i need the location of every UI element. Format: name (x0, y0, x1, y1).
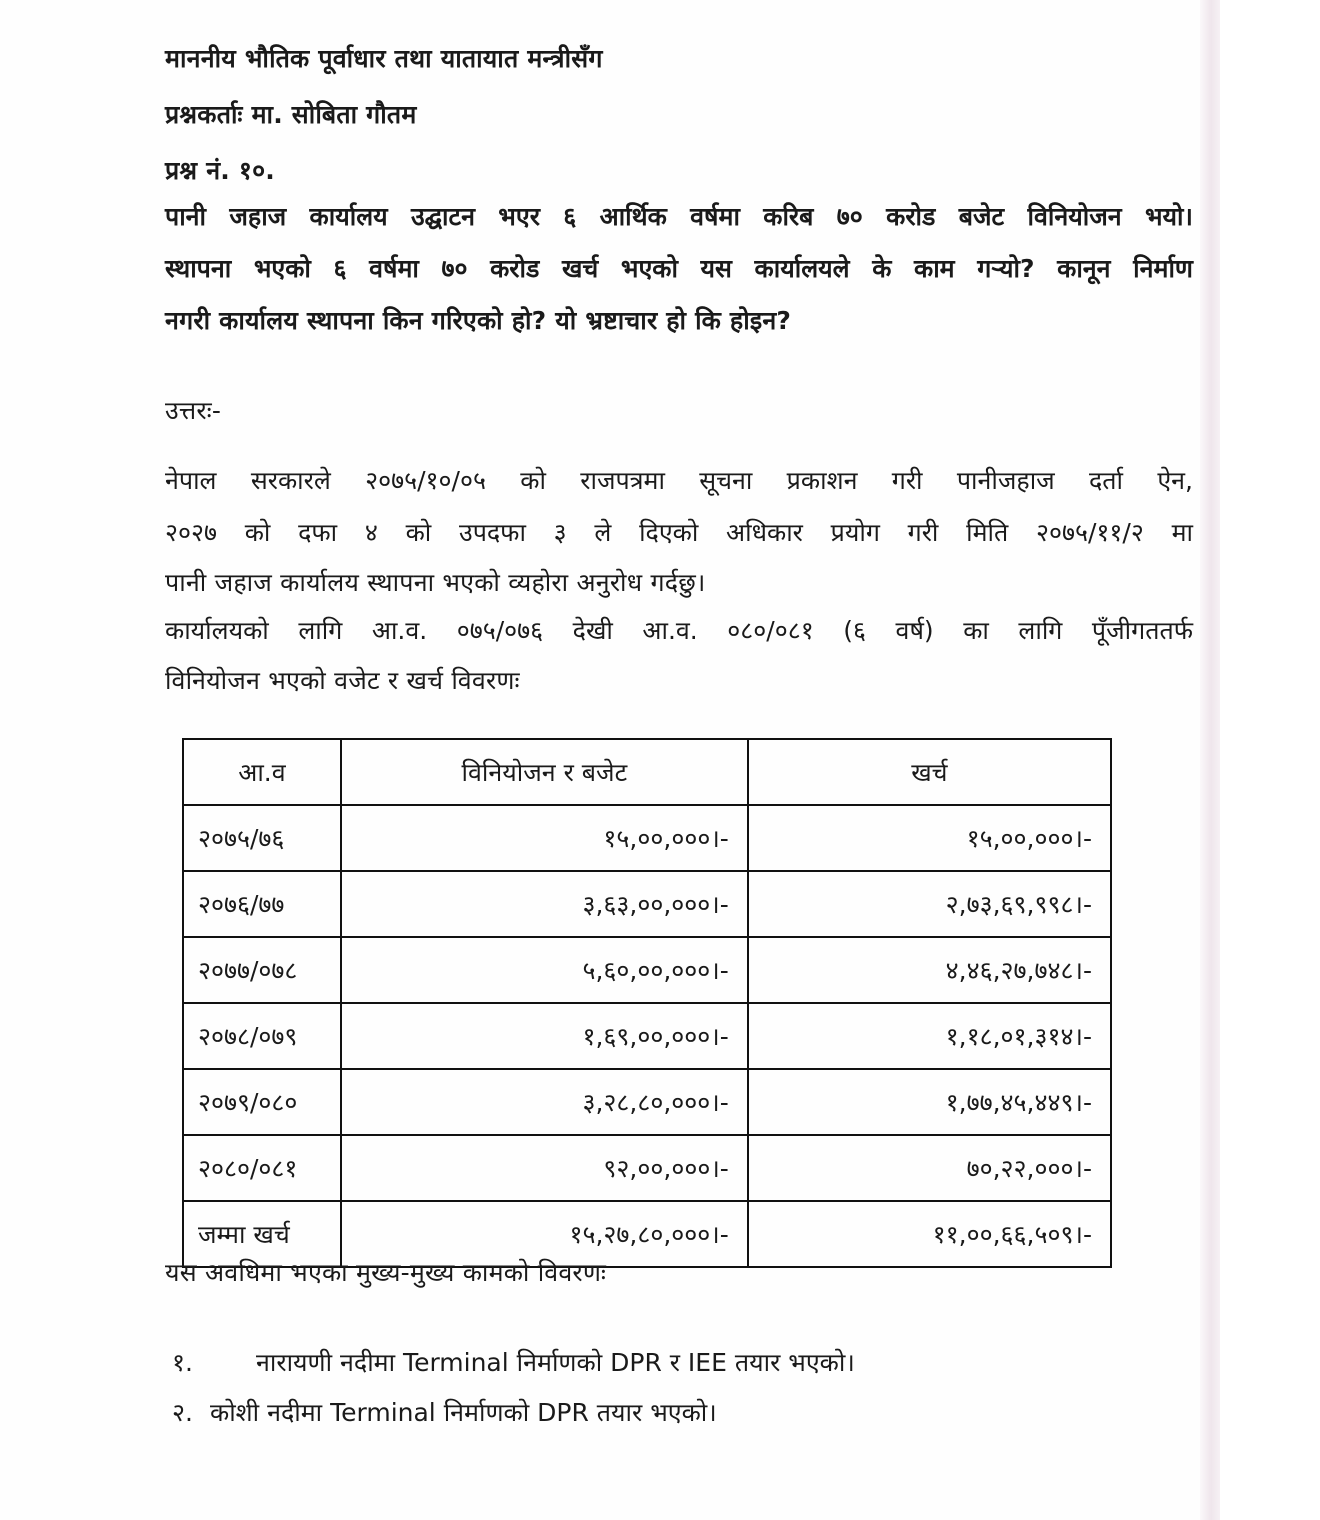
answer-paragraph1-line-1: नेपाल सरकारले २०७५/१०/०५ को राजपत्रमा सूचना प्रकाशन गरी पानीजहाज दर्ता ऐन, (165, 466, 1193, 495)
expense-cell: २,७३,६९,९९८।- (748, 871, 1111, 937)
table-row (183, 1135, 1111, 1201)
budget-cell: १५,००,०००।- (341, 805, 748, 871)
fiscal-year-cell: २०७७/०७८ (183, 937, 341, 1003)
budget-cell: १,६९,००,०००।- (341, 1003, 748, 1069)
table-header-row (183, 739, 1111, 805)
fiscal-year-cell: २०७९/०८० (183, 1069, 341, 1135)
answer-paragraph2-line-1: कार्यालयको लागि आ.व. ०७५/०७६ देखी आ.व. ०८०/०८१ (६ वर्ष) का लागि पूँजीगततर्फ (165, 616, 1193, 645)
work-list-item (172, 1396, 717, 1430)
budget-cell: ३,२८,८०,०००।- (341, 1069, 748, 1135)
questioner-line: प्रश्नकर्ताः मा. सोबिता गौतम (165, 100, 417, 129)
answer-label: उत्तरः- (165, 396, 222, 425)
total-expense-cell: ११,००,६६,५०९।- (748, 1201, 1111, 1267)
expense-cell: १५,००,०००।- (748, 805, 1111, 871)
expense-cell: ४,४६,२७,७४८।- (748, 937, 1111, 1003)
fiscal-year-cell: २०७६/७७ (183, 871, 341, 937)
fiscal-year-cell: २०७८/०७९ (183, 1003, 341, 1069)
work-list-item (172, 1346, 855, 1380)
expense-cell: १,१८,०१,३१४।- (748, 1003, 1111, 1069)
total-label-cell: जम्मा खर्च (183, 1201, 341, 1267)
list-number: २. (172, 1398, 193, 1427)
fiscal-year-cell: २०७५/७६ (183, 805, 341, 871)
expense-cell: १,७७,४५,४४९।- (748, 1069, 1111, 1135)
question-number: प्रश्न नं. १०. (165, 156, 275, 185)
total-budget-cell: १५,२७,८०,०००।- (341, 1201, 748, 1267)
budget-cell: ९२,००,०००।- (341, 1135, 748, 1201)
answer-paragraph2-line-2: विनियोजन भएको वजेट र खर्च विवरणः (165, 666, 520, 695)
answer-paragraph1-line-2: २०२७ को दफा ४ को उपदफा ३ ले दिएको अधिकार प्रयोग गरी मिति २०७५/११/२ मा (165, 518, 1193, 547)
header-expense: खर्च (748, 739, 1111, 805)
header-budget: विनियोजन र बजेट (341, 739, 748, 805)
question-line-2: स्थापना भएको ६ वर्षमा ७० करोड खर्च भएको यस कार्यालयले के काम गऱ्यो? कानून निर्माण (165, 254, 1193, 283)
table-row (183, 937, 1111, 1003)
table-row (183, 1003, 1111, 1069)
question-line-3: नगरी कार्यालय स्थापना किन गरिएको हो? यो भ्रष्टाचार हो कि होइन? (165, 306, 792, 335)
question-line-1: पानी जहाज कार्यालय उद्घाटन भएर ६ आर्थिक वर्षमा करिब ७० करोड बजेट विनियोजन भयो। (165, 202, 1193, 231)
background-margin (1220, 0, 1320, 1520)
list-text: कोशी नदीमा Terminal निर्माणको DPR तयार भएको। (210, 1398, 717, 1427)
list-text: नारायणी नदीमा Terminal निर्माणको DPR र IEE तयार भएको। (256, 1348, 855, 1377)
budget-cell: ३,६३,००,०००।- (341, 871, 748, 937)
addressee-heading: माननीय भौतिक पूर्वाधार तथा यातायात मन्त्रीसँग (165, 44, 603, 73)
table-row (183, 871, 1111, 937)
list-number: १. (172, 1348, 193, 1377)
budget-expense-table (182, 738, 1112, 1268)
table-row (183, 1069, 1111, 1135)
page-edge-shadow (1200, 0, 1220, 1520)
table-row (183, 805, 1111, 871)
header-fiscal-year: आ.व (183, 739, 341, 805)
works-heading: यस अवधिमा भएका मुख्य-मुख्य कामको विवरणः (165, 1258, 607, 1287)
fiscal-year-cell: २०८०/०८१ (183, 1135, 341, 1201)
budget-cell: ५,६०,००,०००।- (341, 937, 748, 1003)
expense-cell: ७०,२२,०००।- (748, 1135, 1111, 1201)
answer-paragraph1-line-3: पानी जहाज कार्यालय स्थापना भएको व्यहोरा अनुरोध गर्दछु। (165, 568, 706, 597)
